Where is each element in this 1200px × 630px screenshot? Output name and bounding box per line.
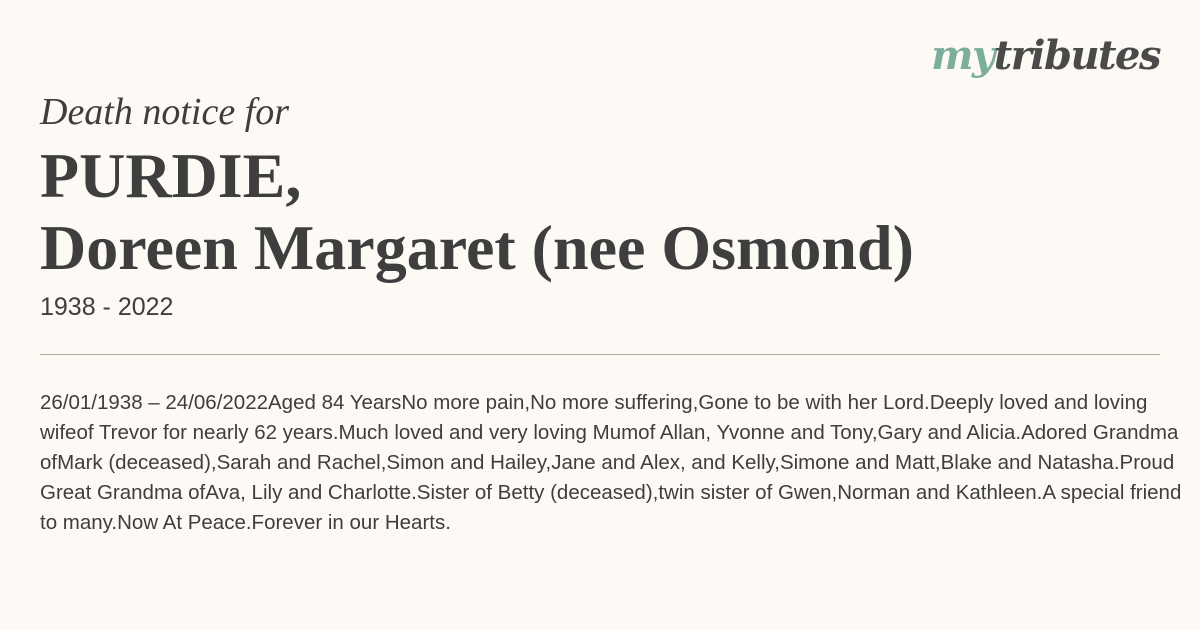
surname-line: PURDIE, xyxy=(40,140,302,211)
mytributes-logo[interactable] xyxy=(931,32,1160,79)
notice-label: Death notice for xyxy=(40,91,290,133)
life-years: 1938 - 2022 xyxy=(40,293,174,321)
given-names-line: Doreen Margaret (nee Osmond) xyxy=(40,212,914,283)
divider xyxy=(40,354,1160,355)
notice-body-text: 26/01/1938 – 24/06/2022Aged 84 YearsNo more pain,No more suffering,Gone to be with her Lord.Deeply loved and loving wifeof Trevor for nearly 62 years.Much loved and very loving Mumof Allan, Yvonne and Tony,Gary and Alicia.Adored Grandma ofMark (deceased),Sarah and Rachel,Simon and Hailey,Jane and Alex, and Kelly,Simone and Matt,Blake and Natasha.Proud Great Grandma ofAva, Lily and Charlotte.Sister of Betty (deceased),twin sister of Gwen,Norman and Kathleen.A special friend to many.Now At Peace.Forever in our Hearts. xyxy=(40,391,1182,534)
logo-tributes-text: tributes xyxy=(993,32,1160,79)
deceased-name xyxy=(40,140,914,284)
logo-my-text: my xyxy=(931,32,994,79)
